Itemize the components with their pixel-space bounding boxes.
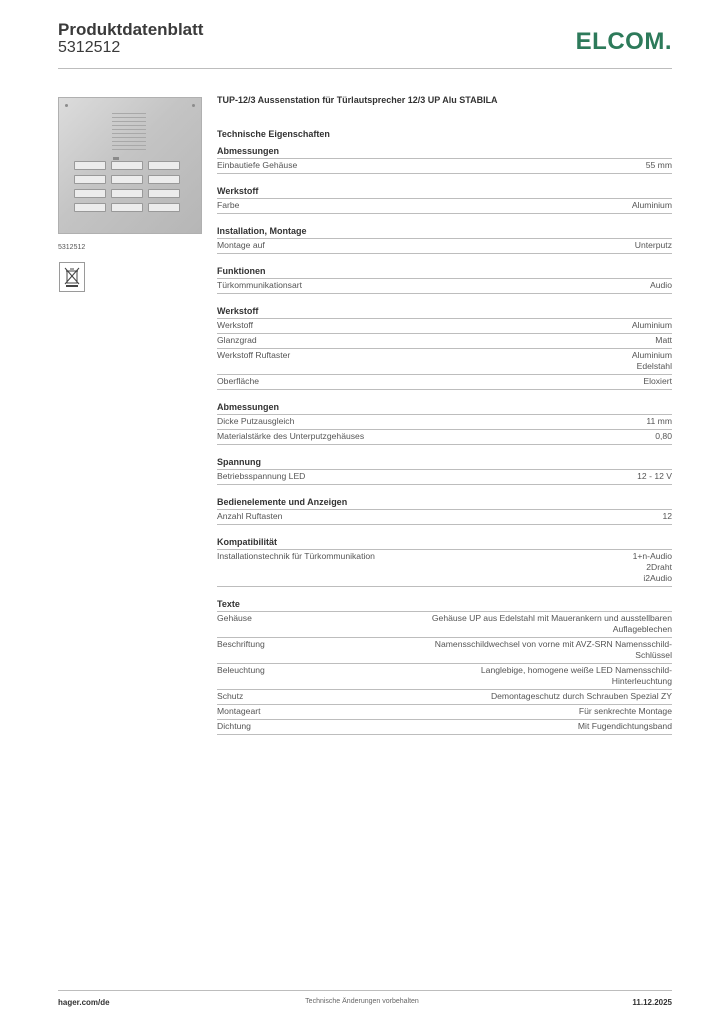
screw-icon	[65, 104, 68, 107]
spec-row	[217, 510, 672, 525]
screw-icon	[192, 104, 195, 107]
document-title: Produktdatenblatt	[58, 20, 204, 39]
spec-row	[217, 159, 672, 174]
group-title: Bedienelemente und Anzeigen	[217, 497, 672, 510]
spec-row	[217, 334, 672, 349]
call-button	[111, 175, 143, 184]
spec-row	[217, 470, 672, 485]
group-title: Abmessungen	[217, 146, 672, 159]
weee-bin-icon	[59, 262, 85, 292]
spec-row	[217, 664, 672, 690]
spec-value: 1+n-Audio 2Draht i2Audio	[632, 551, 672, 583]
spec-value: Aluminium	[631, 200, 672, 210]
section-title: Technische Eigenschaften	[217, 129, 330, 139]
spec-row	[217, 705, 672, 720]
footer-divider	[58, 990, 672, 991]
call-button	[148, 161, 180, 170]
product-title: TUP-12/3 Aussenstation für Türlautsprecher 12/3 UP Alu STABILA	[217, 95, 498, 105]
footer-date: 11.12.2025	[632, 998, 672, 1007]
spec-value: 12 - 12 V	[637, 471, 672, 481]
spec-value: Audio	[650, 280, 672, 290]
header-divider	[58, 68, 672, 69]
call-button	[148, 175, 180, 184]
image-caption: 5312512	[58, 244, 86, 251]
spec-label: Glanzgrad	[217, 335, 257, 345]
group-title: Installation, Montage	[217, 226, 672, 239]
spec-row	[217, 319, 672, 334]
spec-label: Beschriftung	[217, 639, 265, 649]
spec-value: Mit Fugendichtungsband	[577, 721, 672, 731]
spec-value: Eloxiert	[643, 376, 672, 386]
spec-row	[217, 720, 672, 735]
spec-value: Demontageschutz durch Schrauben Spezial ZY	[490, 691, 672, 701]
spec-label: Montageart	[217, 706, 261, 716]
spec-label: Türkommunikationsart	[217, 280, 303, 290]
spec-group	[217, 266, 672, 294]
article-number: 5312512	[58, 39, 121, 56]
spec-row	[217, 550, 672, 587]
spec-label: Werkstoff	[217, 320, 253, 330]
footer-website: hager.com/de	[58, 998, 110, 1007]
product-image	[58, 97, 202, 234]
spec-group	[217, 306, 672, 390]
spec-row	[217, 690, 672, 705]
call-button	[111, 161, 143, 170]
spec-value: 12	[662, 511, 672, 521]
spec-value: Gehäuse UP aus Edelstahl mit Mauerankern und ausstellbaren Auflageblechen	[431, 613, 672, 634]
spec-label: Farbe	[217, 200, 240, 210]
spec-value: 11 mm	[646, 416, 672, 426]
call-button	[148, 189, 180, 198]
group-title: Werkstoff	[217, 186, 672, 199]
spec-label: Einbautiefe Gehäuse	[217, 160, 298, 170]
texte-group	[217, 599, 672, 735]
spec-groups	[217, 146, 672, 587]
group-title: Funktionen	[217, 266, 672, 279]
call-button	[74, 203, 106, 212]
group-title: Kompatibilität	[217, 537, 672, 550]
spec-group	[217, 186, 672, 214]
spec-row	[217, 638, 672, 664]
spec-group	[217, 402, 672, 445]
spec-value: Für senkrechte Montage	[578, 706, 672, 716]
microphone	[113, 157, 119, 160]
group-title: Werkstoff	[217, 306, 672, 319]
call-button	[74, 161, 106, 170]
spec-label: Dicke Putzausgleich	[217, 416, 295, 426]
spec-row	[217, 375, 672, 390]
spec-value: Aluminium Edelstahl	[631, 350, 672, 371]
spec-label: Oberfläche	[217, 376, 260, 386]
spec-group	[217, 226, 672, 254]
spec-row	[217, 612, 672, 638]
call-button	[74, 189, 106, 198]
spec-value: Unterputz	[634, 240, 672, 250]
call-button	[148, 203, 180, 212]
spec-label: Montage auf	[217, 240, 265, 250]
spec-group	[217, 537, 672, 587]
spec-label: Anzahl Ruftasten	[217, 511, 283, 521]
group-title: Texte	[217, 599, 672, 612]
spec-value: Matt	[655, 335, 672, 345]
spec-label: Materialstärke des Unterputzgehäuses	[217, 431, 365, 441]
spec-label: Installationstechnik für Türkommunikation	[217, 551, 375, 561]
spec-row	[217, 199, 672, 214]
spec-label: Betriebsspannung LED	[217, 471, 306, 481]
spec-row	[217, 349, 672, 375]
speaker-grille	[112, 113, 146, 153]
spec-label: Dichtung	[217, 721, 251, 731]
group-title: Abmessungen	[217, 402, 672, 415]
group-title: Spannung	[217, 457, 672, 470]
spec-row	[217, 279, 672, 294]
spec-row	[217, 415, 672, 430]
footer-disclaimer: Technische Änderungen vorbehalten	[305, 998, 419, 1005]
call-buttons	[74, 161, 180, 212]
spec-value: Aluminium	[631, 320, 672, 330]
spec-label: Werkstoff Ruftaster	[217, 350, 291, 360]
elcom-logo: ELCOM.	[575, 28, 672, 55]
spec-label: Beleuchtung	[217, 665, 265, 675]
call-button	[111, 203, 143, 212]
spec-value: Namensschildwechsel von vorne mit AVZ-SRN Namensschild- Schlüssel	[434, 639, 672, 660]
spec-group	[217, 497, 672, 525]
spec-group	[217, 457, 672, 485]
spec-row	[217, 239, 672, 254]
call-button	[111, 189, 143, 198]
spec-label: Schutz	[217, 691, 244, 701]
specs-content	[217, 95, 672, 747]
spec-value: Langlebige, homogene weiße LED Namensschild- Hinterleuchtung	[480, 665, 672, 686]
spec-value: 55 mm	[645, 160, 672, 170]
call-button	[74, 175, 106, 184]
spec-label: Gehäuse	[217, 613, 252, 623]
spec-group	[217, 146, 672, 174]
spec-row	[217, 430, 672, 445]
spec-value: 0,80	[655, 431, 672, 441]
